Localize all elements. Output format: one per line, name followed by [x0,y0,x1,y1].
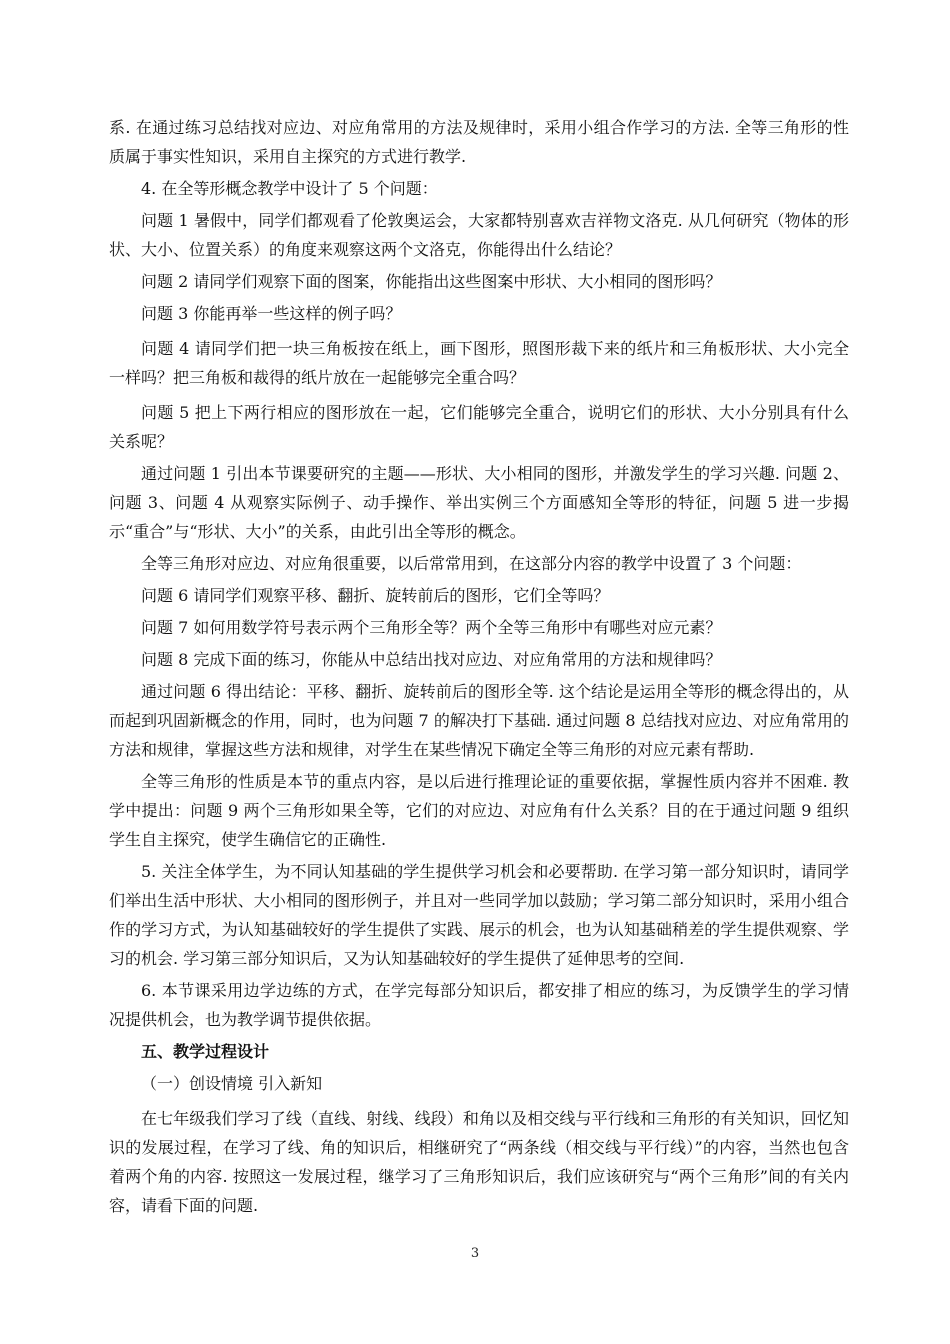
paragraph-properties: 全等三角形的性质是本节的重点内容，是以后进行推理论证的重要依据，掌握性质内容并不困难. 教学中提出：问题 9 两个三角形如果全等，它们的对应边、对应角有什么关系？目的在于通过问题 9 组织学生自主探究，使学生确信它的正确性. [109,772,849,849]
paragraph-question-3: 问题 3 你能再举一些这样的例子吗？ [141,304,402,323]
subsection-heading: （一）创设情境 引入新知 [141,1074,323,1093]
paragraph-question-7: 问题 7 如何用数学符号表示两个三角形全等？两个全等三角形中有哪些对应元素？ [141,618,722,637]
paragraph-question-5: 问题 5 把上下两行相应的图形放在一起，它们能够完全重合，说明它们的形状、大小分别具有什么关系呢？ [109,403,849,451]
paragraph-question-1: 问题 1 暑假中，同学们都观看了伦敦奥运会，大家都特别喜欢吉祥物文洛克. 从几何研究（物体的形状、大小、位置关系）的角度来观察这两个文洛克，你能得出什么结论？ [109,211,849,259]
section-heading: 五、教学过程设计 [141,1042,270,1061]
paragraph-intro-corresponding: 全等三角形对应边、对应角很重要，以后常常用到，在这部分内容的教学中设置了 3 个问题： [141,554,802,573]
paragraph-summary-2: 通过问题 6 得出结论：平移、翻折、旋转前后的图形全等. 这个结论是运用全等形的概念得出的，从而起到巩固新概念的作用，同时，也为问题 7 的解决打下基础. 通过问题 8 总结找对应边、对应角常用的方法和规律，掌握这些方法和规律，对学生在某些情况下确定全等三角形的对应元素有帮助. [109,682,849,759]
paragraph-question-8: 问题 8 完成下面的练习，你能从中总结出找对应边、对应角常用的方法和规律吗？ [141,650,722,669]
paragraph-summary-1: 通过问题 1 引出本节课要研究的主题——形状、大小相同的图形，并激发学生的学习兴趣. 问题 2、问题 3、问题 4 从观察实际例子、动手操作、举出实例三个方面感知全等形的特征，问题 5 进一步揭示“重合”与“形状、大小”的关系，由此引出全等形的概念。 [109,464,849,541]
paragraph-question-6: 问题 6 请同学们观察平移、翻折、旋转前后的图形，它们全等吗？ [141,586,610,605]
paragraph-intro-new-knowledge: 在七年级我们学习了线（直线、射线、线段）和角以及相交线与平行线和三角形的有关知识，回忆知识的发展过程，在学习了线、角的知识后，相继研究了“两条线（相交线与平行线）”的内容，当然也包含着两个角的内容. 按照这一发展过程，继学习了三角形知识后，我们应该研究与“两个三角形”间的有关内容，请看下面的问题. [109,1109,849,1215]
paragraph-question-4: 问题 4 请同学们把一块三角板按在纸上，画下图形，照图形裁下来的纸片和三角板形状、大小完全一样吗？把三角板和裁得的纸片放在一起能够完全重合吗？ [109,339,849,387]
page-number: 3 [470,1246,480,1261]
paragraph-continuation: 系. 在通过练习总结找对应边、对应角常用的方法及规律时，采用小组合作学习的方法. 全等三角形的性质属于事实性知识，采用自主探究的方式进行教学. [109,118,849,166]
document-body [109,113,849,1223]
paragraph-item-4: 4. 在全等形概念教学中设计了 5 个问题： [141,179,438,198]
paragraph-item-5: 5. 关注全体学生，为不同认知基础的学生提供学习机会和必要帮助. 在学习第一部分知识时，请同学们举出生活中形状、大小相同的图形例子，并且对一些同学加以鼓励；学习第二部分知识时，采用小组合作的学习方式，为认知基础较好的学生提供了实践、展示的机会，也为认知基础稍差的学生提供观察、学习的机会. 学习第三部分知识后，又为认知基础较好的学生提供了延伸思考的空间. [109,862,849,968]
paragraph-item-6: 6. 本节课采用边学边练的方式，在学完每部分知识后，都安排了相应的练习，为反馈学生的学习情况提供机会，也为教学调节提供依据。 [109,981,849,1029]
paragraph-question-2: 问题 2 请同学们观察下面的图案，你能指出这些图案中形状、大小相同的图形吗？ [141,272,722,291]
